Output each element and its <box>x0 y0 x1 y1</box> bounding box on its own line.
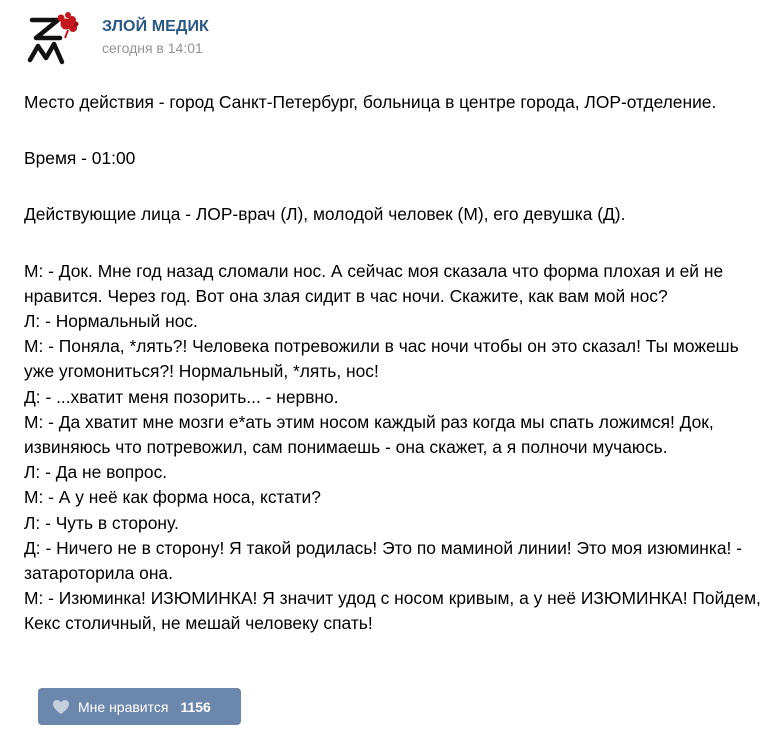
like-button[interactable] <box>38 688 241 725</box>
dialogue-line: Л: - Нормальный нос. <box>24 311 198 332</box>
like-count: 1156 <box>180 698 211 715</box>
time-line: Время - 01:00 <box>24 148 136 169</box>
dialogue-line: М: - Изюминка! ИЗЮМИНКА! Я значит удод с носом кривым, а у неё ИЗЮМИНКА! Пойдем, Кекс столичный, не мешай человеку спать! <box>24 588 766 634</box>
author-name[interactable]: ЗЛОЙ МЕДИК <box>102 18 209 35</box>
dialogue-line: Л: - Да не вопрос. <box>24 462 168 483</box>
setting-line: Место действия - город Санкт-Петербург, больница в центре города, ЛОР-отделение. <box>24 92 717 112</box>
heart-icon <box>52 699 70 715</box>
dialogue-line: М: - А у неё как форма носа, кстати? <box>24 487 321 508</box>
dialogue-line: М: - Да хватит мне мозги е*ать этим носом каждый раз когда мы спать ложимся! Док, извиняюсь что потревожил, сам понимаешь - она скажет, а я полночи мучаюсь. <box>24 411 719 458</box>
dialogue-line: Д: - ...хватит меня позорить... - нервно. <box>24 386 339 407</box>
dialogue-line: Л: - Чуть в сторону. <box>24 512 179 533</box>
logo-zm-icon[interactable] <box>24 8 82 66</box>
post-header <box>24 8 209 68</box>
dialogue-line: Д: - Ничего не в сторону! Я такой родилась! Это по маминой линии! Это моя изюминка! - затароторила она. <box>24 537 747 584</box>
author-block <box>102 17 209 57</box>
like-label: Мне нравится <box>78 698 169 715</box>
post-text <box>24 90 764 637</box>
post-time[interactable]: сегодня в 14:01 <box>102 40 203 56</box>
characters-line: Действующие лица - ЛОР-врач (Л), молодой человек (М), его девушка (Д). <box>24 204 626 225</box>
dialogue-line: М: - Поняла, *лять?! Человека потревожили в час ночи чтобы он это сказал! Ты можешь уже угомониться?! Нормальный, *лять, нос! <box>24 336 744 382</box>
dialogue-line: М: - Док. Мне год назад сломали нос. А сейчас моя сказала что форма плохая и ей не нравится. Через год. Вот она злая сидит в час ночи. Скажите, как вам мой нос? <box>24 260 728 306</box>
